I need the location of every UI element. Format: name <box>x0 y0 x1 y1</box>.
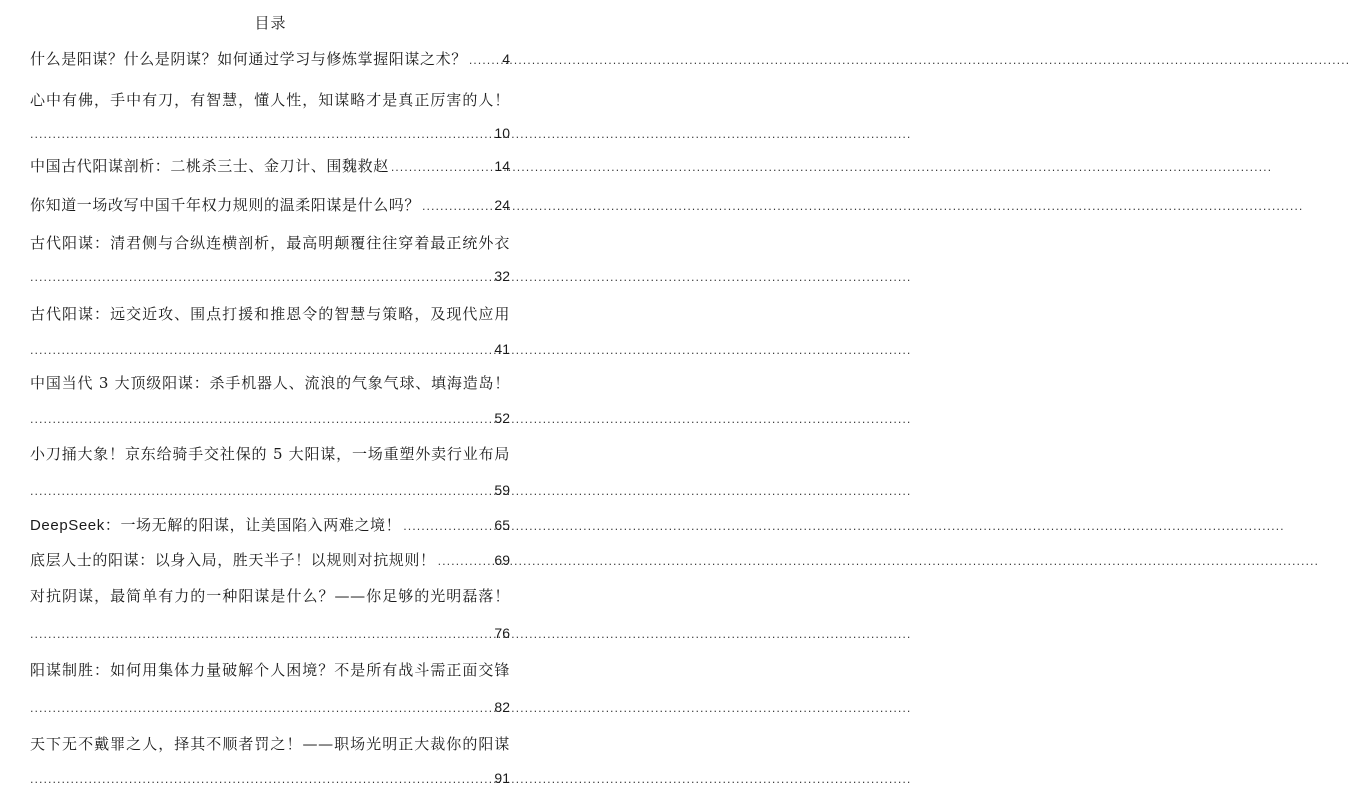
toc-leader-dots <box>30 124 492 146</box>
toc-entry[interactable] <box>30 443 510 465</box>
toc-entry[interactable] <box>30 89 510 111</box>
toc-leader-dots <box>30 624 492 646</box>
toc-entry-title: 心中有佛，手中有刀，有智慧，懂人性，知谋略才是真正厉害的人！ <box>30 91 510 109</box>
toc-entry-page: 10 <box>494 125 510 141</box>
toc-leader-dots <box>30 481 492 503</box>
toc-entry-page: 4 <box>502 51 510 67</box>
toc-entry-title: 中国当代 3 大顶级阳谋：杀手机器人、流浪的气象气球、填海造岛！ <box>30 374 510 392</box>
toc-entry-page: 24 <box>494 197 510 213</box>
toc-leader-dots <box>30 267 492 289</box>
toc-entry-title: 古代阳谋：清君侧与合纵连横剖析，最高明颠覆往往穿着最正统外衣 <box>30 234 510 252</box>
toc-entry-title: 你知道一场改写中国千年权力规则的温柔阳谋是什么吗？ <box>30 196 421 214</box>
toc-entry-leader-line[interactable] <box>30 696 510 718</box>
toc-entry[interactable] <box>30 514 510 536</box>
toc-leader-dots <box>438 551 493 573</box>
toc-leader-dots <box>469 50 500 72</box>
toc-entry-leader-line[interactable] <box>30 767 510 789</box>
toc-page <box>0 0 541 803</box>
toc-entry-page: 82 <box>494 699 510 715</box>
toc-entry-title: 阳谋制胜：如何用集体力量破解个人困境？不是所有战斗需正面交锋 <box>30 661 510 679</box>
toc-leader-dots <box>30 409 492 431</box>
toc-entry[interactable] <box>30 659 510 681</box>
toc-entry-page: 91 <box>494 770 510 786</box>
toc-entry[interactable] <box>30 303 510 325</box>
toc-entry-leader-line[interactable] <box>30 338 510 360</box>
toc-entry[interactable] <box>30 155 510 177</box>
toc-entry-title: 什么是阳谋？什么是阴谋？如何通过学习与修炼掌握阳谋之术？ <box>30 50 467 68</box>
toc-leader-dots <box>30 698 492 720</box>
toc-entry-title: 天下无不戴罪之人，择其不顺者罚之！——职场光明正大裁你的阳谋 <box>30 735 510 753</box>
toc-entry[interactable] <box>30 232 510 254</box>
toc-entry-title: 对抗阴谋，最简单有力的一种阳谋是什么？——你足够的光明磊落！ <box>30 587 510 605</box>
toc-leader-dots <box>391 157 493 179</box>
toc-entry-title: 小刀捅大象！京东给骑手交社保的 5 大阳谋，一场重塑外卖行业布局 <box>30 445 510 463</box>
toc-entry[interactable] <box>30 733 510 755</box>
toc-entry[interactable] <box>30 549 510 571</box>
toc-entry-page: 14 <box>494 158 510 174</box>
toc-entry-title: 中国古代阳谋剖析：二桃杀三士、金刀计、围魏救赵 <box>30 157 389 175</box>
toc-entry-leader-line[interactable] <box>30 479 510 501</box>
toc-entry-title-rest: ：一场无解的阳谋，让美国陷入两难之境！ <box>104 516 402 534</box>
toc-entry-title <box>30 514 401 537</box>
toc-entry[interactable] <box>30 372 510 394</box>
toc-entry-page: 76 <box>494 625 510 641</box>
toc-entry-page: 65 <box>494 517 510 533</box>
toc-entry-page: 52 <box>494 410 510 426</box>
toc-leader-dots <box>422 196 492 218</box>
toc-title: 目录 <box>254 14 287 32</box>
toc-leader-dots <box>30 769 492 791</box>
toc-entry-page: 32 <box>494 268 510 284</box>
toc-entry-leader-line[interactable] <box>30 622 510 644</box>
toc-entry-title-latin: DeepSeek <box>30 517 105 534</box>
toc-entry-page: 41 <box>494 341 510 357</box>
toc-entry[interactable] <box>30 585 510 607</box>
toc-entry-page: 69 <box>494 552 510 568</box>
toc-entry-title: 古代阳谋：远交近攻、围点打援和推恩令的智慧与策略，及现代应用 <box>30 305 510 323</box>
toc-leader-dots <box>30 340 492 362</box>
toc-leader-dots <box>403 516 492 538</box>
toc-entry-page: 59 <box>494 482 510 498</box>
toc-entry-leader-line[interactable] <box>30 265 510 287</box>
toc-entry[interactable] <box>30 194 510 216</box>
toc-entry-title: 底层人士的阳谋：以身入局，胜天半子！以规则对抗规则！ <box>30 551 436 569</box>
toc-entry[interactable] <box>30 48 510 70</box>
toc-entry-leader-line[interactable] <box>30 407 510 429</box>
toc-entry-leader-line[interactable] <box>30 122 510 144</box>
